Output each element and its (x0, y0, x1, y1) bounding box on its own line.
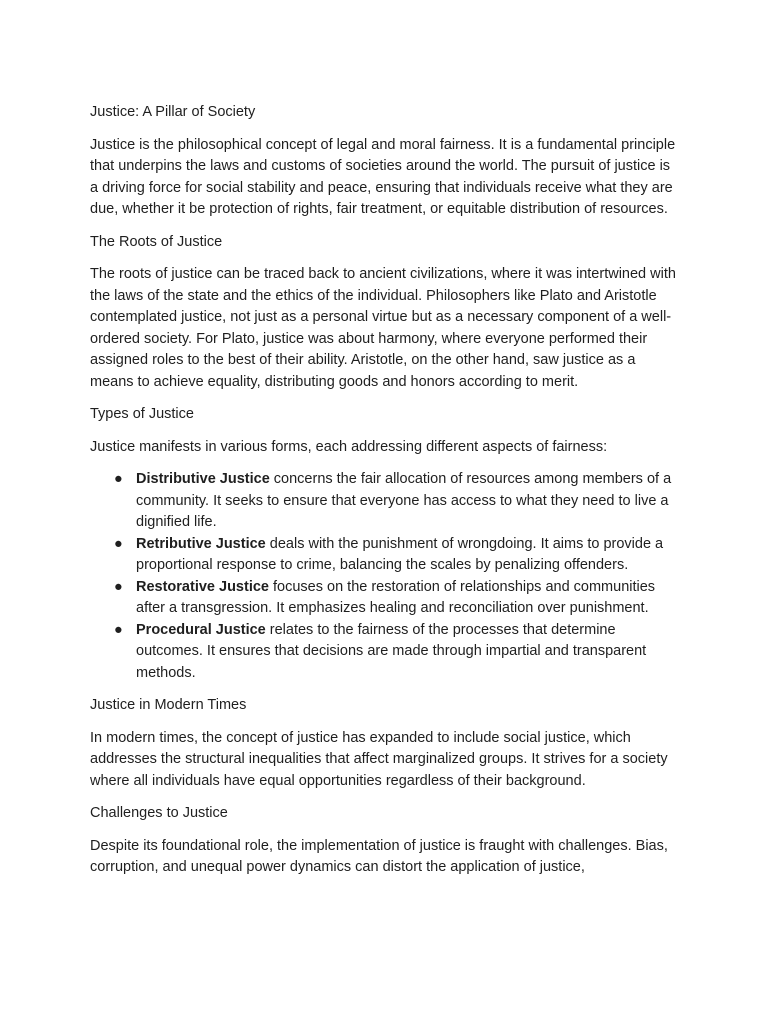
section-paragraph-types: Justice manifests in various forms, each addressing different aspects of fairness: (90, 438, 608, 455)
list-item-procedural (90, 620, 682, 685)
section-paragraph-modern: In modern times, the concept of justice has expanded to include social justice, which addresses the structural inequalities that affect marginalized groups. It strives for a society where all individuals have equal opportunities regardless of their background. (90, 729, 668, 789)
list-item-restorative (90, 577, 682, 620)
list-item-text: deals with the punishment of wrongdoing. It aims to provide a proportional response to crime, balancing the scales by penalizing offenders. (136, 535, 664, 573)
intro-paragraph: Justice is the philosophical concept of legal and moral fairness. It is a fundamental principle that underpins the laws and customs of societies around the world. The pursuit of justice is a driving force for social stability and peace, ensuring that individuals receive what they are due, whether it be protection of rights, fair treatment, or equitable distribution of resources. (90, 136, 676, 217)
bullet-icon: ● (114, 578, 123, 595)
list-item-text: concerns the fair allocation of resources among members of a community. It seeks to ensure that everyone has access to what they need to live a dignified life. (136, 471, 672, 530)
section-heading-challenges: Challenges to Justice (90, 805, 228, 821)
list-item-text: focuses on the restoration of relationships and communities after a transgression. It emphasizes healing and reconciliation over punishment. (136, 578, 656, 616)
list-item-term: Distributive Justice (136, 471, 270, 487)
list-item-text: relates to the fairness of the processes that determine outcomes. It ensures that decisions are made through impartial and transparent methods. (136, 621, 647, 681)
document-body (90, 102, 682, 890)
list-item-distributive (90, 469, 682, 534)
section-heading-roots: The Roots of Justice (90, 233, 223, 250)
section-paragraph-challenges: Despite its foundational role, the implementation of justice is fraught with challenges. Bias, corruption, and unequal power dynamics can distort the application of justice, (90, 837, 668, 875)
document-title: Justice: A Pillar of Society (90, 104, 256, 120)
justice-types-list (90, 469, 682, 684)
section-heading-modern: Justice in Modern Times (90, 697, 247, 713)
list-item-term: Procedural Justice (136, 621, 266, 638)
list-item-term: Restorative Justice (136, 578, 269, 595)
list-item-retributive (90, 534, 682, 577)
bullet-icon: ● (114, 535, 123, 552)
list-item-term: Retributive Justice (136, 535, 266, 552)
section-heading-types: Types of Justice (90, 406, 194, 422)
bullet-icon: ● (114, 621, 123, 638)
bullet-icon: ● (114, 471, 123, 487)
section-paragraph-roots: The roots of justice can be traced back to ancient civilizations, where it was intertwined with the laws of the state and the ethics of the individual. Philosophers like Plato and Aristotle contemplated justice, not just as a personal virtue but as a necessary component of a well-ordered society. For Plato, justice was about harmony, where everyone performed their assigned roles to the best of their ability. Aristotle, on the other hand, saw justice as a means to achieve equality, distributing goods and honors according to merit. (90, 266, 676, 390)
